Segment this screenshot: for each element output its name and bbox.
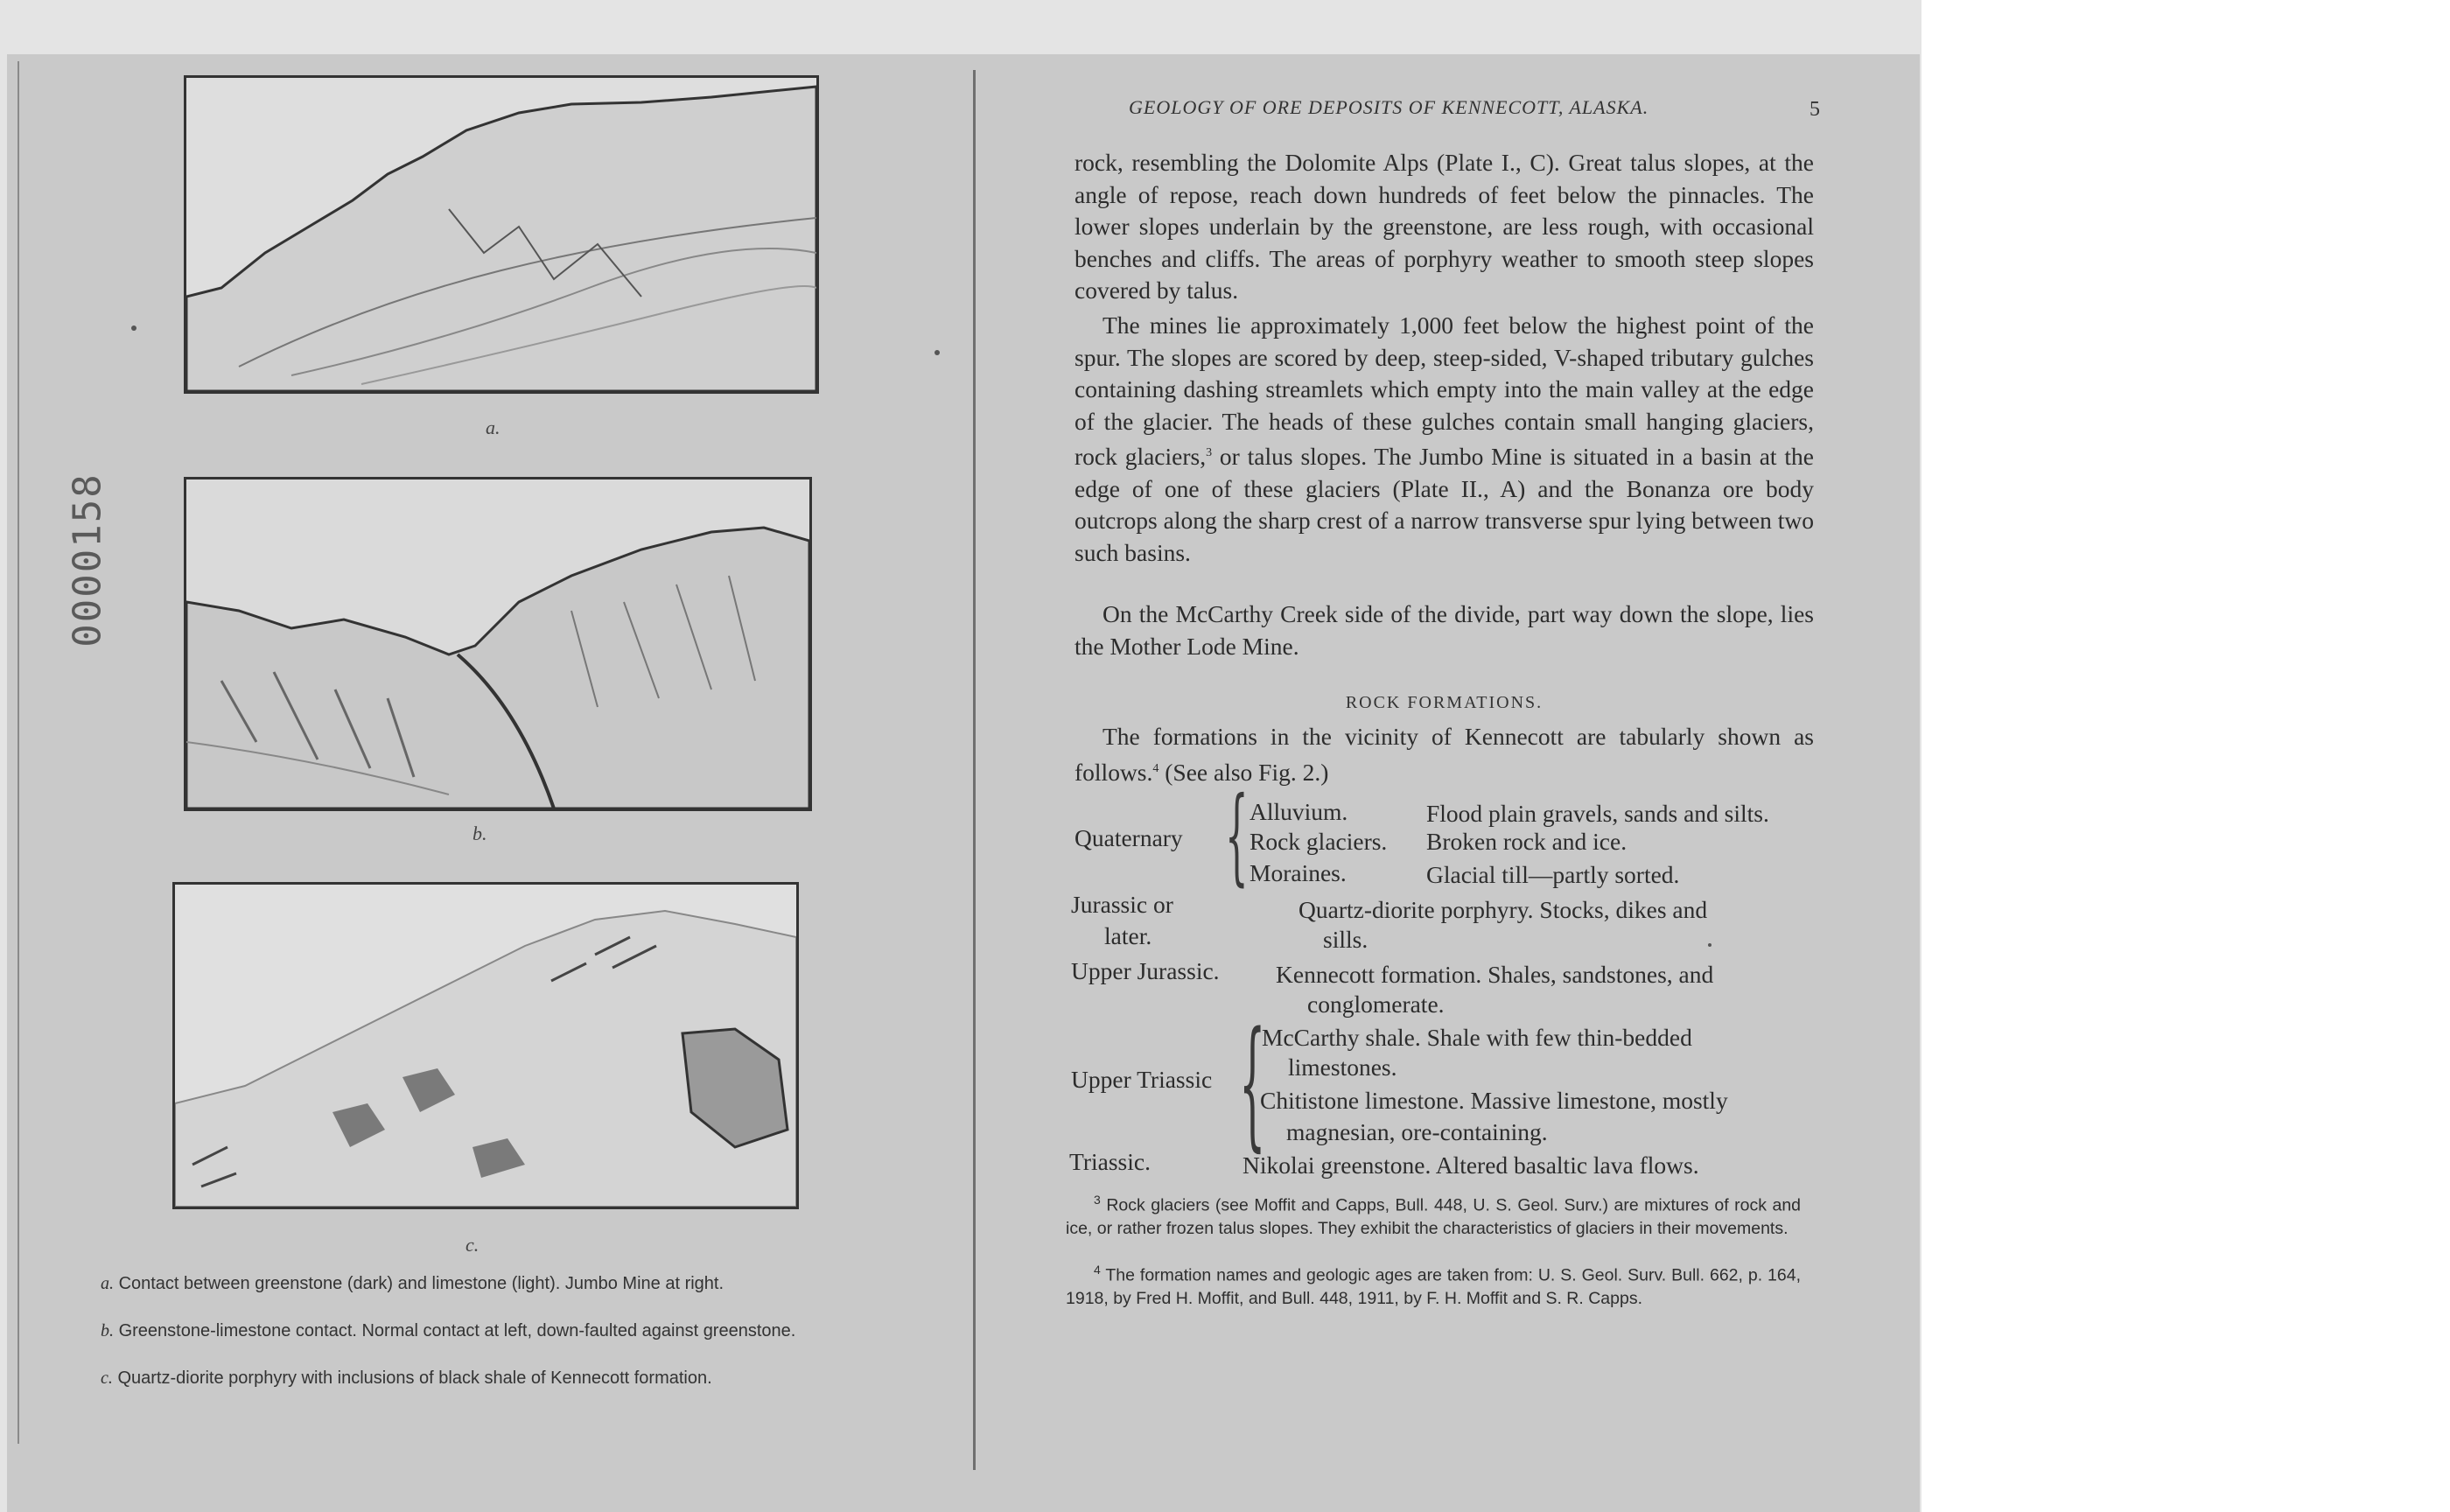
plate-caption-c — [101, 1367, 840, 1390]
formation-alluvium-desc: Flood plain gravels, sands and silts. — [1426, 800, 1769, 827]
age-triassic: Triassic. — [1069, 1148, 1151, 1175]
formation-rock-glaciers: Rock glaciers. — [1250, 828, 1388, 855]
caption-letter: a. — [101, 1274, 114, 1293]
formation-kennecott-cont: conglomerate. — [1307, 990, 1445, 1018]
caption-letter: c. — [101, 1368, 113, 1388]
paragraph-2-start: The mines lie approximately 1,000 feet below the highest point of the spur. The slopes are scored by deep, steep-sided, V-shaped tributary gulches containing dashing streamlets which empty into the main valley at the edge of the glacier. The heads of these gulches contain small hanging glaciers, rock glaciers, — [1074, 312, 1814, 471]
caption-text: Quartz-diorite porphyry with inclusions of black shale of Kennecott formation. — [117, 1368, 712, 1388]
serial-stamp — [61, 455, 114, 665]
footnote-mark: 3 — [1094, 1193, 1101, 1207]
plate-c-label: c. — [466, 1234, 480, 1256]
paragraph-2-end: or talus slopes. The Jumbo Mine is situated in a basin at the edge of one of these glaciers (Plate II., A) and the Bonanza ore body outcrops along the sharp crest of a narrow transverse spur lying between two such basins. — [1074, 443, 1814, 566]
mountain-slope-illustration — [186, 78, 816, 391]
brace-upper-triassic: { — [1239, 1001, 1266, 1165]
formation-nikolai-greenstone: Nikolai greenstone. Altered basaltic lava flows. — [1242, 1152, 1699, 1179]
paragraph-4-end: (See also Fig. 2.) — [1158, 758, 1329, 786]
age-quaternary: Quaternary — [1074, 824, 1183, 851]
paragraph-3: On the McCarthy Creek side of the divide, part way down the slope, lies the Mother Lode Mine. — [1074, 600, 1814, 660]
formation-mccarthy-shale: McCarthy shale. Shale with few thin-bedded — [1262, 1024, 1692, 1051]
page-number: 5 — [1810, 98, 1820, 121]
porphyry-illustration — [175, 885, 796, 1207]
plate-b-photo — [184, 477, 812, 811]
age-upper-jurassic: Upper Jurassic. — [1071, 957, 1220, 984]
paragraph-4-start: The formations in the vicinity of Kennecott are tabularly shown as follows. — [1074, 723, 1814, 786]
scan-speck — [1708, 943, 1712, 947]
paragraph-2 — [1074, 310, 1814, 569]
formation-quartz-diorite-cont: sills. — [1323, 926, 1368, 953]
plate-caption-b — [101, 1320, 840, 1343]
plate-a-label: a. — [486, 416, 500, 438]
gulch-illustration — [186, 480, 809, 808]
running-head: GEOLOGY OF ORE DEPOSITS OF KENNECOTT, ALASKA. — [1129, 96, 1649, 118]
footnote-mark: 4 — [1094, 1263, 1101, 1277]
formation-chitistone-cont: magnesian, ore-containing. — [1286, 1118, 1548, 1145]
formation-moraines: Moraines. — [1250, 859, 1347, 886]
age-later: later. — [1104, 922, 1152, 949]
serial-number: 0000158 — [65, 472, 110, 648]
formation-moraines-desc: Glacial till—partly sorted. — [1426, 861, 1680, 888]
center-fold — [973, 70, 976, 1470]
paragraph-1: rock, resembling the Dolomite Alps (Plate I., C). Great talus slopes, at the angle of repose, reach down hundreds of feet below the pinnacles. The lower slopes underlain by the greenstone, are less rough, with occasional benches and cliffs. The areas of porphyry weather to smooth steep slopes covered by talus. — [1074, 149, 1814, 304]
plate-b-label: b. — [472, 822, 487, 844]
plate-caption-a — [101, 1272, 840, 1296]
page-edge — [18, 61, 19, 1444]
brace-quaternary: { — [1225, 775, 1249, 897]
age-jurassic-or: Jurassic or — [1071, 891, 1173, 918]
caption-text: Greenstone-limestone contact. Normal contact at left, down-faulted against greenstone. — [118, 1321, 796, 1340]
caption-letter: b. — [101, 1321, 114, 1340]
formation-rock-glaciers-desc: Broken rock and ice. — [1426, 828, 1628, 855]
age-upper-triassic: Upper Triassic — [1071, 1066, 1213, 1093]
formation-alluvium: Alluvium. — [1250, 798, 1348, 825]
footnote-text: The formation names and geologic ages are taken from: U. S. Geol. Surv. Bull. 662, p. 164, 1918, by Fred H. Moffit, and Bull. 448, 1911, by F. H. Moffit and S. R. Capps. — [1066, 1265, 1801, 1308]
plate-c-photo — [172, 882, 799, 1209]
formation-mccarthy-shale-cont: limestones. — [1288, 1054, 1397, 1081]
scan-speck — [131, 326, 136, 331]
footnote-3 — [1066, 1188, 1801, 1240]
section-heading: ROCK FORMATIONS. — [1345, 693, 1544, 712]
scan-speck — [934, 350, 940, 355]
formation-kennecott: Kennecott formation. Shales, sandstones, and — [1276, 961, 1714, 988]
footnote-text: Rock glaciers (see Moffit and Capps, Bull. 448, U. S. Geol. Surv.) are mixtures of rock and ice, or rather frozen talus slopes. They exhibit the characteristics of glaciers in their movements. — [1066, 1195, 1802, 1238]
footnote-4 — [1066, 1258, 1801, 1310]
plate-a-photo — [184, 75, 819, 394]
caption-text: Contact between greenstone (dark) and limestone (light). Jumbo Mine at right. — [118, 1274, 724, 1293]
formation-chitistone: Chitistone limestone. Massive limestone, mostly — [1260, 1087, 1728, 1114]
footnote-ref-4: 4 — [1152, 761, 1159, 775]
footnote-ref-3: 3 — [1206, 446, 1213, 459]
paragraph-4 — [1074, 721, 1814, 788]
formation-quartz-diorite: Quartz-diorite porphyry. Stocks, dikes and — [1298, 896, 1708, 923]
